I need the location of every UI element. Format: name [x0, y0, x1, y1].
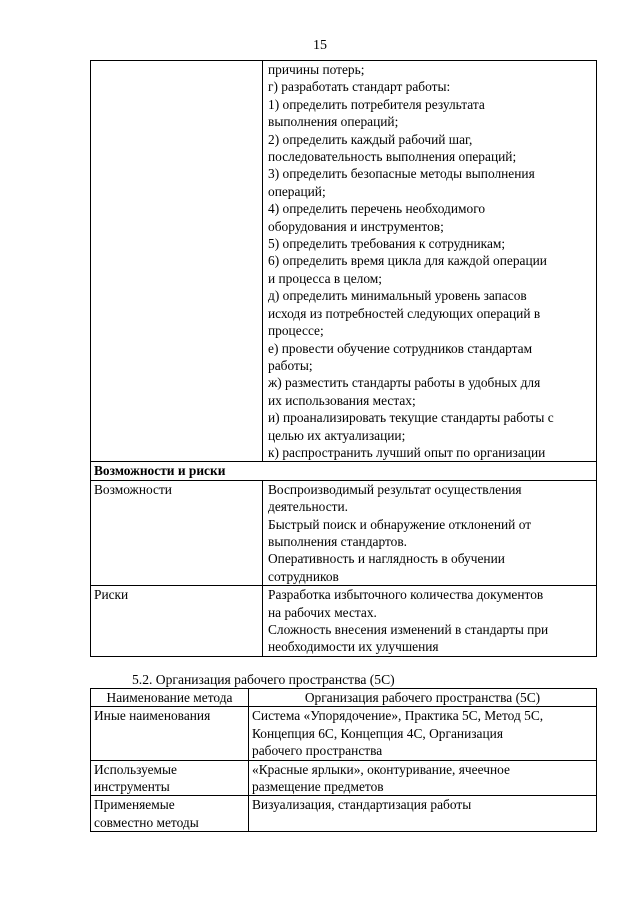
row-label [91, 707, 249, 760]
list-item: Сложность внесения изменений в стандарты при [268, 622, 549, 637]
continuation-cell [263, 61, 597, 462]
list-item: Разработка избыточного количества документов [268, 587, 544, 603]
list-item: д) определить минимальный уровень запасов [268, 288, 527, 304]
list-item: Быстрый поиск и обнаружение отклонений от [268, 516, 532, 532]
list-item: 3) определить безопасные методы выполнения [268, 166, 535, 182]
list-item: на рабочих местах. [268, 604, 377, 620]
opportunities-cell [263, 480, 597, 585]
list-item: 6) определить время цикла для каждой операции [268, 253, 547, 269]
row-value [249, 796, 597, 832]
row-value [249, 707, 597, 760]
list-item: е) провести обучение сотрудников стандартам [268, 340, 533, 356]
list-item: выполнения стандартов. [268, 533, 408, 549]
list-item: причины потерь; [268, 62, 365, 77]
list-item: последовательность выполнения операций; [268, 149, 517, 165]
list-item: Воспроизводимый результат осуществления [268, 481, 522, 497]
risks-label: Риски [91, 586, 263, 657]
method-description-table [90, 60, 597, 657]
list-item: необходимости их улучшения [268, 639, 439, 655]
table-row [91, 480, 597, 585]
list-item: Оперативность и наглядность в обучении [268, 551, 505, 567]
list-item: выполнения операций; [268, 114, 399, 130]
page-number: 15 [313, 38, 327, 53]
table-row [91, 707, 597, 760]
row-value-line: Визуализация, стандартизация работы [252, 797, 472, 813]
list-item: сотрудников [268, 568, 339, 584]
list-item: 4) определить перечень необходимого [268, 201, 486, 217]
list-item: к) распространить лучший опыт по организации [268, 444, 546, 460]
header-method-title: Организация рабочего пространства (5С) [249, 689, 597, 707]
opportunities-label: Возможности [91, 480, 263, 585]
row-label-line: инструменты [94, 779, 170, 795]
table-row [91, 61, 597, 462]
list-item: 5) определить требования к сотрудникам; [268, 236, 506, 252]
list-item: г) разработать стандарт работы: [268, 79, 451, 95]
table-row [91, 462, 597, 480]
list-item: операций; [268, 183, 326, 199]
list-item: 1) определить потребителя результата [268, 96, 485, 112]
risks-cell [263, 586, 597, 657]
header-method-name: Наименование метода [91, 689, 249, 707]
empty-label-cell [91, 61, 263, 462]
row-label-line: совместно методы [94, 814, 199, 830]
list-item: ж) разместить стандарты работы в удобных для [268, 375, 541, 391]
row-label-line: Иные наименования [94, 708, 211, 724]
row-value-line: рабочего пространства [252, 743, 383, 759]
table-row [91, 586, 597, 657]
row-value-line: Система «Упорядочение», Практика 5С, Метод 5С, [252, 708, 544, 724]
row-value [249, 760, 597, 796]
list-item: оборудования и инструментов; [268, 218, 444, 234]
row-label [91, 760, 249, 796]
row-value-line: размещение предметов [252, 779, 384, 795]
list-item: исходя из потребностей следующих операций в [268, 305, 541, 321]
list-item: и) проанализировать текущие стандарты работы с [268, 410, 554, 426]
list-item: процессе; [268, 323, 324, 339]
list-item: деятельности. [268, 499, 349, 515]
row-label-line: Применяемые [94, 797, 175, 813]
table-row [91, 796, 597, 832]
row-value-line: Концепция 6С, Концепция 4С, Организация [252, 725, 503, 741]
row-value-line: «Красные ярлыки», оконтуривание, ячеечное [252, 761, 510, 777]
list-item: работы; [268, 357, 313, 373]
table-header-row [91, 689, 597, 707]
row-label [91, 796, 249, 832]
list-item: целью их актуализации; [268, 427, 406, 443]
list-item: и процесса в целом; [268, 270, 382, 286]
list-item: 2) определить каждый рабочий шаг, [268, 131, 473, 147]
section-heading: 5.2. Организация рабочего пространства (5С) [132, 672, 395, 687]
method-passport-table [90, 688, 597, 832]
section-title: Возможности и риски [91, 462, 597, 480]
list-item: их использования местах; [268, 392, 416, 408]
table-row [91, 760, 597, 796]
row-label-line: Используемые [94, 761, 177, 777]
